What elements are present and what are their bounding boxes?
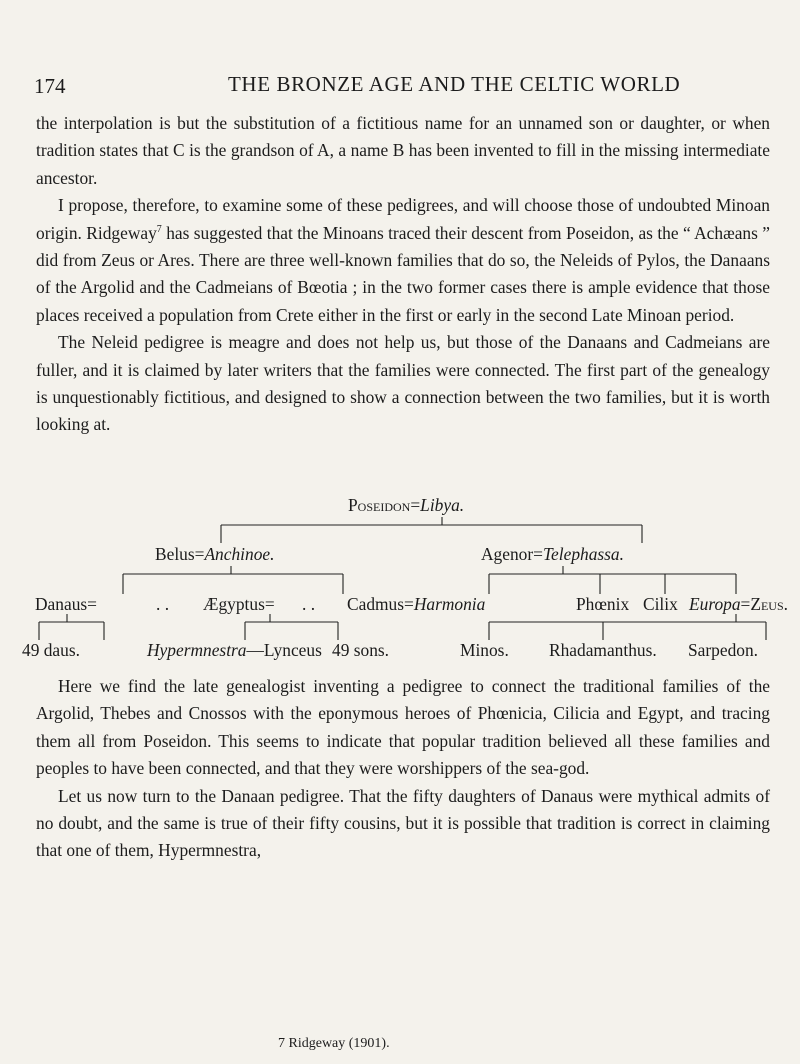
running-head: THE BRONZE AGE AND THE CELTIC WORLD (228, 72, 681, 96)
footnote-ref: 7 (156, 223, 162, 235)
paragraph-4: Here we find the late genealogist inventing a pedigree to connect the traditional families of the Argolid, Thebes and Cnossos with the eponymous heroes of Phœnicia, Cilicia and Egypt, and tracing them all from Poseidon. This seems to indicate that popular tradition believed all these families and peoples to have been connected, and that they were worshippers of the sea-god. (36, 676, 770, 779)
name-minos: Minos. (460, 640, 509, 660)
name-poseidon: Poseidon (348, 495, 411, 515)
sons-49: 49 sons. (332, 640, 390, 660)
page-number: 174 (34, 74, 66, 98)
paragraph-3: The Neleid pedigree is meagre and does not help us, but those of the Danaans and Cadmeians are fuller, and it is claimed by later writers that the families were connected. The first part of the genealogy is unquestionably fictitious, and designed to show a connection between the two families, but it is worth looking at. (36, 332, 770, 435)
marriage-dash: — (246, 640, 264, 660)
name-europa: Europa (689, 594, 741, 614)
name-lynceus: Lynceus (263, 640, 322, 660)
paragraph-1: the interpolation is but the substitution of a fictitious name for an unnamed son or daughter, or when tradition states that C is the grandson of A, a name B has been invented to fill in the missing intermediate ancestor. (36, 113, 770, 188)
agenor-telephassa (481, 544, 624, 565)
name-sarpedon: Sarpedon. (688, 640, 759, 660)
name-hypermnestra: Hypermnestra (147, 640, 247, 660)
marriage-sign: = (410, 495, 421, 515)
paragraph-2-end: has suggested that the Minoans traced their descent from Poseidon, as the “ Achæans ” did from Zeus or Ares. There are three well-known families that do so, the Neleids of Pylos, the Danaans of the Argolid and the Cadmeians of Bœotia ; in the two former cases there is ample evidence that those places received a population from Crete either in the first or early in the second Late Minoan period. (36, 222, 770, 325)
marriage-sign: = (740, 594, 751, 614)
daughters-49: 49 daus. (22, 640, 80, 660)
paragraph-5: Let us now turn to the Danaan pedigree. That the fifty daughters of Danaus were mythical admits of no doubt, and the same is true of their fifty cousins, but it is possible that tradition is correct in claiming that one of them, Hypermnestra, (36, 785, 770, 861)
name-libya: Libya. (420, 495, 465, 515)
marriage-sign: = (404, 594, 414, 614)
name-anchinoe: Anchinoe. (204, 544, 275, 564)
ellipsis-1: . . (156, 594, 170, 614)
ellipsis-2: . . (302, 594, 316, 614)
text-block-bottom (36, 673, 770, 865)
poseidon-libya (348, 495, 464, 516)
europa-zeus (689, 594, 788, 615)
name-harmonia: Harmonia (413, 594, 486, 614)
hypermnestra-lynceus (147, 640, 322, 661)
marriage-sign: = (533, 544, 543, 564)
marriage-sign: = (194, 544, 205, 564)
name-cadmus: Cadmus (347, 594, 405, 614)
paragraph-2-start: I propose, therefore, to examine some of these pedigrees, and will choose those of undoubted Minoan origin. Ridgeway (36, 195, 770, 243)
name-phoenix: Phœnix (576, 594, 630, 614)
name-telephassa: Telephassa. (542, 544, 624, 564)
name-agenor: Agenor (481, 544, 534, 564)
name-danaus: Danaus= (35, 594, 97, 614)
belus-anchinoe (155, 544, 274, 565)
cadmus-harmonia (347, 594, 485, 615)
footnote: 7 Ridgeway (1901). (278, 1036, 390, 1051)
name-aegyptus: Ægyptus= (203, 594, 275, 614)
name-belus: Belus (155, 544, 195, 564)
name-cilix: Cilix (643, 594, 678, 614)
name-zeus: Zeus. (750, 594, 788, 614)
name-rhadamanthus: Rhadamanthus. (549, 640, 657, 660)
